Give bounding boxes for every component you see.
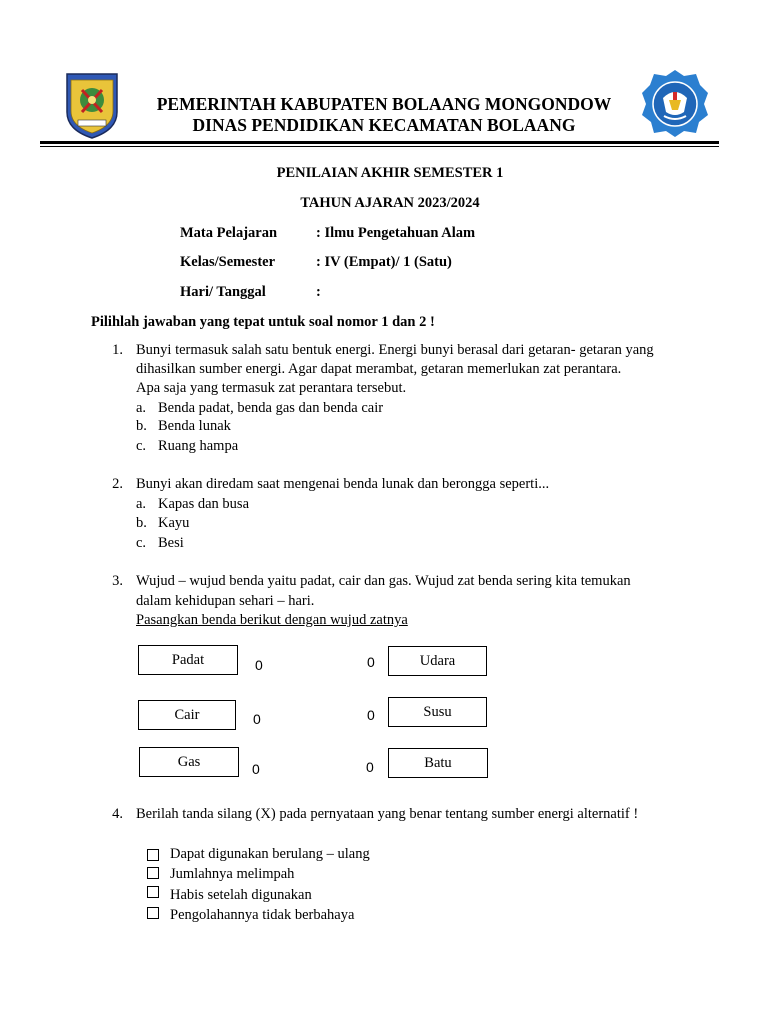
match-left-label: Gas <box>177 753 201 770</box>
checkbox-3[interactable] <box>147 886 159 898</box>
match-right-box-batu[interactable] <box>388 748 488 778</box>
question-2-option-c-text: Besi <box>158 535 184 551</box>
question-1-option-b-letter: b. <box>136 418 147 434</box>
field-value-class: : IV (Empat)/ 1 (Satu) <box>316 254 452 270</box>
match-right-label: Susu <box>423 703 452 720</box>
checkbox-1-label: Dapat digunakan berulang – ulang <box>170 846 370 862</box>
question-1-line-1: Bunyi termasuk salah satu bentuk energi. Energi bunyi berasal dari getaran- getaran yang <box>136 342 654 358</box>
field-value-date: : <box>316 284 321 300</box>
question-2-option-c-letter: c. <box>136 535 147 551</box>
field-label-date: Hari/ Tanggal <box>180 284 266 300</box>
match-dot-right-2[interactable]: 0 <box>367 707 375 723</box>
question-1-option-c-text: Ruang hampa <box>158 438 239 454</box>
question-3-line-2: dalam kehidupan sehari – hari. <box>136 593 315 609</box>
header-line-1: PEMERINTAH KABUPATEN BOLAANG MONGONDOW <box>156 94 612 114</box>
question-3-line-1: Wujud – wujud benda yaitu padat, cair dan gas. Wujud zat benda sering kita temukan <box>136 573 631 589</box>
match-dot-right-1[interactable]: 0 <box>367 654 375 670</box>
field-label-class: Kelas/Semester <box>180 254 276 270</box>
tut-wuri-handayani-logo <box>640 68 710 138</box>
match-right-label: Udara <box>419 652 456 669</box>
match-left-label: Cair <box>174 706 200 723</box>
question-4-line-1: Berilah tanda silang (X) pada pernyataan yang benar tentang sumber energi alternatif ! <box>136 806 639 822</box>
match-right-box-udara[interactable] <box>388 646 487 676</box>
question-2-option-a-letter: a. <box>136 496 147 512</box>
question-3-matching-instruction: Pasangkan benda berikut dengan wujud zatnya <box>136 612 408 628</box>
question-1-option-b-text: Benda lunak <box>158 418 231 434</box>
checkbox-4[interactable] <box>147 907 159 919</box>
field-label-subject: Mata Pelajaran <box>180 225 278 241</box>
match-left-box-gas[interactable] <box>139 747 239 777</box>
exam-year: TAHUN AJARAN 2023/2024 <box>300 195 480 211</box>
question-2-option-a-text: Kapas dan busa <box>158 496 250 512</box>
match-dot-left-1[interactable]: 0 <box>255 657 263 673</box>
question-2-option-b-letter: b. <box>136 515 147 531</box>
header-line-2: DINAS PENDIDIKAN KECAMATAN BOLAANG <box>192 115 576 135</box>
header-divider-thin <box>40 146 719 147</box>
question-1-option-c-letter: c. <box>136 438 147 454</box>
checkbox-4-label: Pengolahannya tidak berbahaya <box>170 907 355 923</box>
match-left-label: Padat <box>171 651 205 668</box>
match-right-box-susu[interactable] <box>388 697 487 727</box>
match-dot-right-3[interactable]: 0 <box>366 759 374 775</box>
checkbox-2[interactable] <box>147 867 159 879</box>
question-4-number: 4. <box>112 806 123 822</box>
exam-title: PENILAIAN AKHIR SEMESTER 1 <box>276 165 504 181</box>
instruction-text: Pilihlah jawaban yang tepat untuk soal nomor 1 dan 2 ! <box>91 314 435 330</box>
match-dot-left-2[interactable]: 0 <box>253 711 261 727</box>
checkbox-3-label: Habis setelah digunakan <box>170 887 312 903</box>
question-2-option-b-text: Kayu <box>158 515 190 531</box>
header-divider-thick <box>40 141 719 144</box>
match-left-box-padat[interactable] <box>138 645 238 675</box>
checkbox-1[interactable] <box>147 849 159 861</box>
field-value-subject: : Ilmu Pengetahuan Alam <box>316 225 476 241</box>
question-1-number: 1. <box>112 342 123 358</box>
match-dot-left-3[interactable]: 0 <box>252 761 260 777</box>
question-1-option-a-text: Benda padat, benda gas dan benda cair <box>158 400 384 416</box>
question-3-number: 3. <box>112 573 123 589</box>
match-left-box-cair[interactable] <box>138 700 236 730</box>
match-right-label: Batu <box>424 754 452 771</box>
question-1-option-a-letter: a. <box>136 400 147 416</box>
question-1-line-3: Apa saja yang termasuk zat perantara tersebut. <box>136 380 407 396</box>
checkbox-2-label: Jumlahnya melimpah <box>170 866 295 882</box>
question-1-line-2: dihasilkan sumber energi. Agar dapat merambat, getaran memerlukan zat perantara. <box>136 361 622 377</box>
question-2-number: 2. <box>112 476 123 492</box>
question-2-line-1: Bunyi akan diredam saat mengenai benda lunak dan berongga seperti... <box>136 476 550 492</box>
